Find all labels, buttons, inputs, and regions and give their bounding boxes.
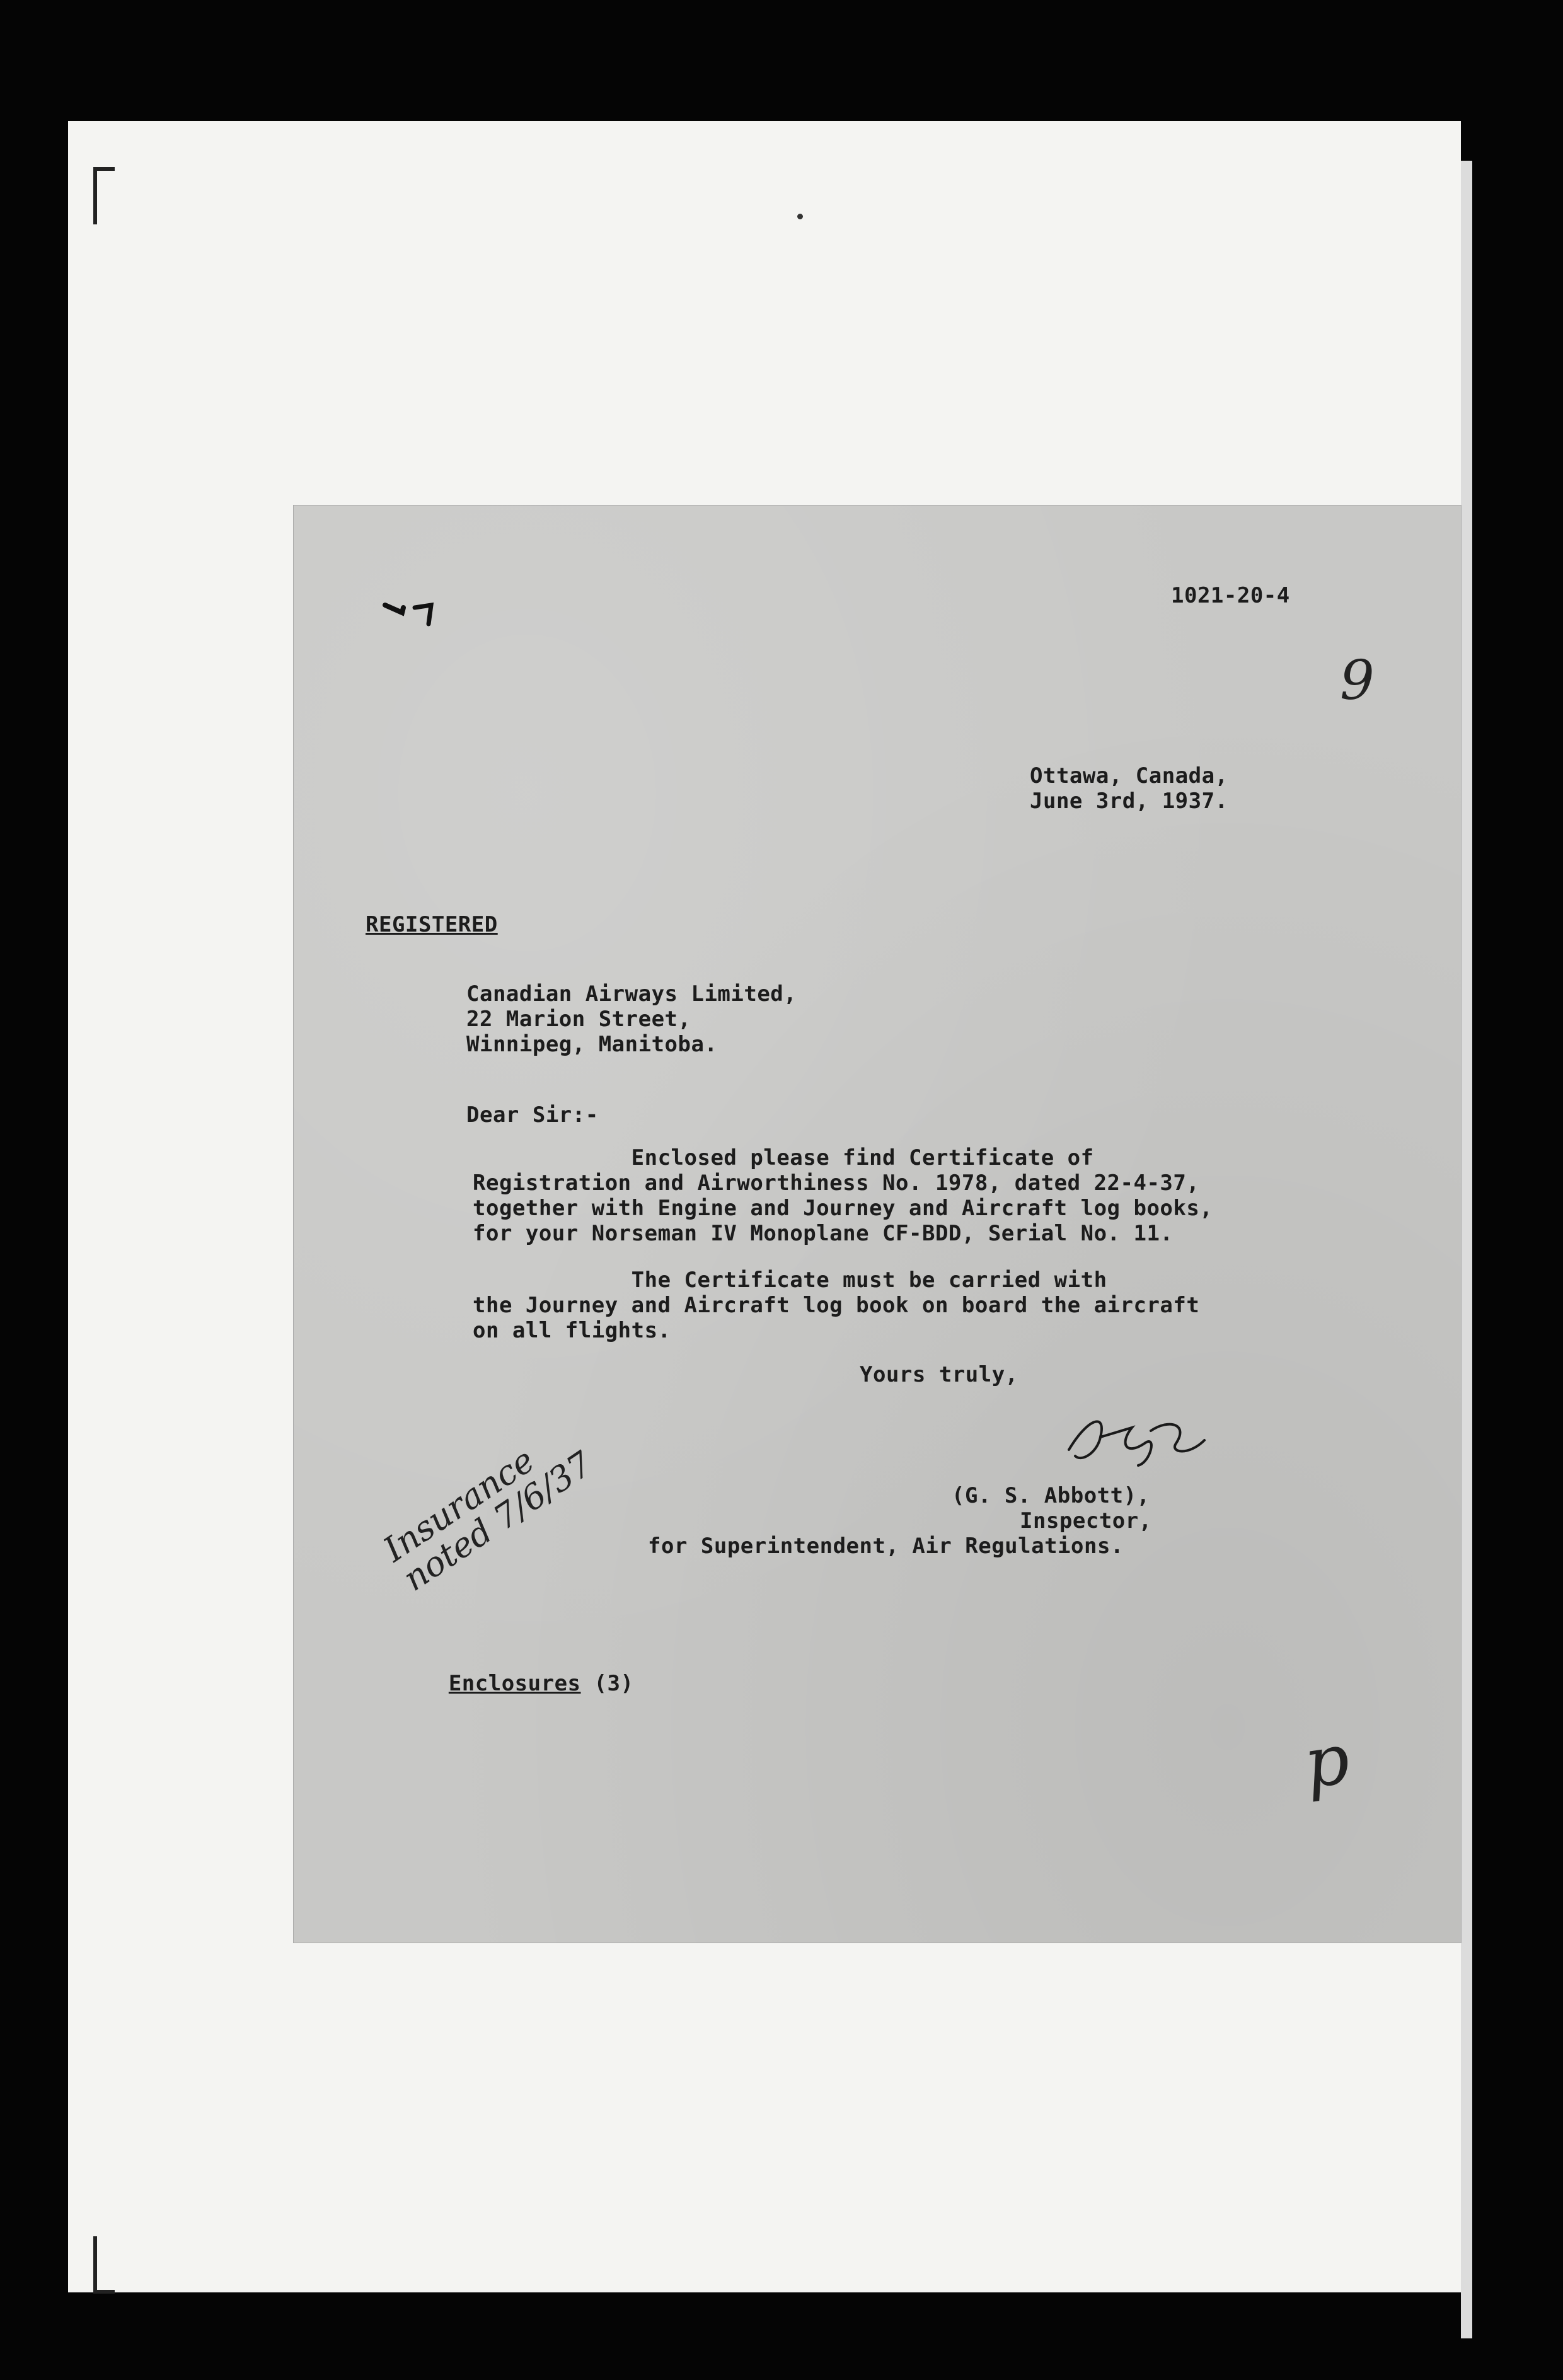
paragraph-1-line-1: Enclosed please find Certificate of bbox=[473, 1145, 1094, 1170]
paragraph-2-line-2: the Journey and Aircraft log book on board the aircraft bbox=[473, 1293, 1200, 1318]
handwritten-insurance-note: Insurance noted 7/6/37 bbox=[376, 1440, 599, 1599]
recipient-line-3: Winnipeg, Manitoba. bbox=[466, 1032, 718, 1057]
paragraph-2-line-1: The Certificate must be carried with bbox=[473, 1268, 1107, 1293]
letter-date: June 3rd, 1937. bbox=[1030, 789, 1228, 814]
registered-label: REGISTERED bbox=[366, 912, 498, 937]
handwritten-page-number: 9 bbox=[1340, 649, 1375, 712]
enclosures-line bbox=[369, 1644, 633, 1723]
signatory-for-line: for Superintendent, Air Regulations. bbox=[648, 1534, 1124, 1559]
file-number: 1021-20-4 bbox=[1171, 583, 1290, 608]
signatory-title: Inspector, bbox=[1020, 1508, 1152, 1534]
handwritten-bottom-mark: p bbox=[1299, 1718, 1354, 1805]
speck bbox=[797, 214, 803, 219]
recipient-line-2: 22 Marion Street, bbox=[466, 1007, 691, 1032]
signatory-name: (G. S. Abbott), bbox=[952, 1483, 1150, 1508]
paragraph-2-line-3: on all flights. bbox=[473, 1318, 671, 1343]
paragraph-1-line-2: Registration and Airworthiness No. 1978, dated 22-4-37, bbox=[473, 1170, 1200, 1196]
paragraph-1-line-3: together with Engine and Journey and Aircraft log books, bbox=[473, 1196, 1213, 1221]
corner-mark-bottom-left bbox=[93, 2236, 115, 2294]
closing: Yours truly, bbox=[860, 1362, 1018, 1387]
letter-place: Ottawa, Canada, bbox=[1030, 763, 1228, 789]
staple-mark-icon bbox=[382, 594, 439, 632]
corner-mark-top-left bbox=[93, 167, 115, 224]
enclosures-label: Enclosures bbox=[448, 1671, 581, 1696]
enclosures-count: (3) bbox=[594, 1671, 634, 1696]
salutation: Dear Sir:- bbox=[466, 1102, 599, 1128]
recipient-line-1: Canadian Airways Limited, bbox=[466, 981, 797, 1007]
mount-edge-strip bbox=[1461, 161, 1472, 2338]
paragraph-1-line-4: for your Norseman IV Monoplane CF-BDD, Serial No. 11. bbox=[473, 1221, 1174, 1246]
letter-page bbox=[294, 505, 1461, 1943]
signature-initials-icon bbox=[1063, 1406, 1214, 1475]
